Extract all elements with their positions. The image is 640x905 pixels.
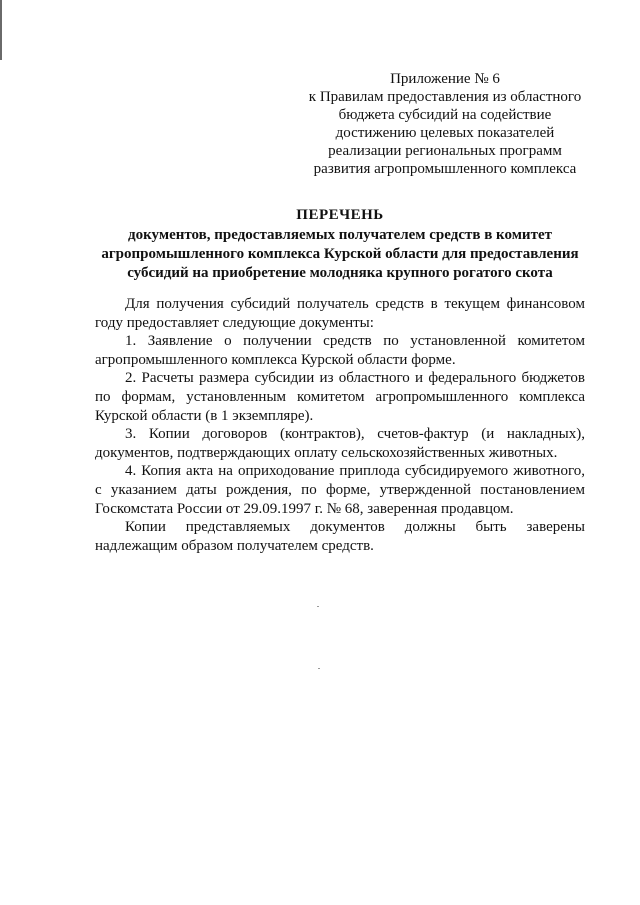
scan-edge-mark xyxy=(0,0,2,60)
title-line: документов, предоставляемых получателем средств в комитет xyxy=(128,227,552,243)
closing-paragraph: Копии представляемых документов должны быть заверены надлежащим образом получателем средств. xyxy=(95,519,585,554)
appendix-line: реализации региональных программ xyxy=(328,143,562,159)
appendix-line: развития агропромышленного комплекса xyxy=(313,161,577,177)
appendix-header xyxy=(300,70,590,178)
document-title xyxy=(80,206,600,283)
appendix-line: бюджета субсидий на содействие xyxy=(338,107,552,123)
title-line: агропромышленного комплекса Курской области для предоставления xyxy=(101,246,579,262)
title-heading: ПЕРЕЧЕНЬ xyxy=(296,207,384,223)
appendix-line: Приложение № 6 xyxy=(390,71,500,87)
appendix-line: к Правилам предоставления из областного xyxy=(308,89,582,105)
list-item: 2. Расчеты размера субсидии из областного и федерального бюджетов по формам, установленным комитетом агропромышленного комплекса Курской области (в 1 экземпляре). xyxy=(95,370,585,424)
list-item: 4. Копия акта на оприходование приплода субсидируемого животного, с указанием даты рождения, по форме, утвержденной постановлением Госкомстата России от 29.09.1997 г. № 68, заверенная продавцом. xyxy=(95,463,585,517)
list-item: 1. Заявление о получении средств по установленной комитетом агропромышленного комплекса Курской области форме. xyxy=(95,333,585,368)
list-item: 3. Копии договоров (контрактов), счетов-фактур (и накладных), документов, подтверждающих оплату сельскохозяйственных животных. xyxy=(95,426,585,461)
title-line: субсидий на приобретение молодняка крупного рогатого скота xyxy=(127,265,553,281)
scan-speck xyxy=(318,668,320,669)
scan-speck xyxy=(317,606,319,607)
intro-paragraph: Для получения субсидий получатель средств в текущем финансовом году предоставляет следующие документы: xyxy=(95,296,585,331)
appendix-line: достижению целевых показателей xyxy=(335,125,555,141)
document-body xyxy=(95,295,585,555)
